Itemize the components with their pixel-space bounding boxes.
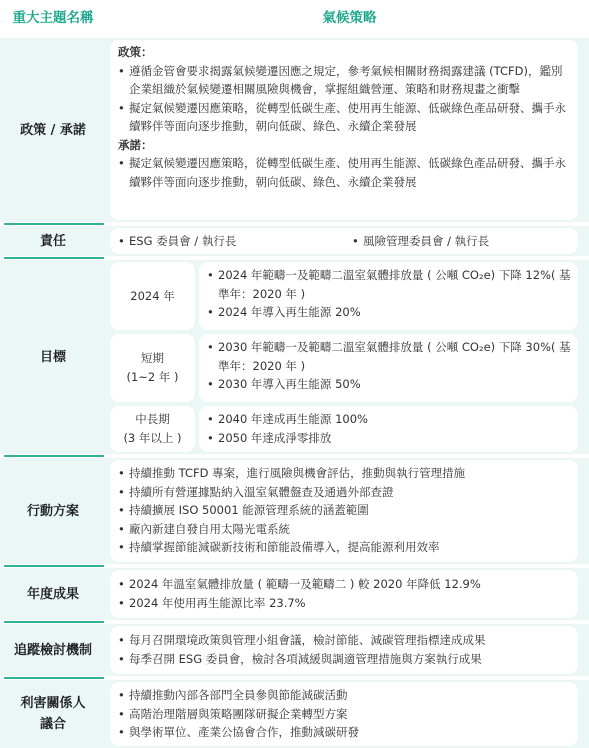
target-period-card [110,262,195,330]
header-climate-strategy: 氣候策略 [322,10,377,26]
stakeholder-item: • 與學術單位、產業公協會合作，推動減碳研發 [118,723,573,742]
target-period-box [110,334,195,402]
target-period-range: (3 年以上 ) [123,431,182,445]
stakeholder-item: • 持續推動內部各部門全員參與節能減碳活動 [118,686,573,705]
target-detail-card [199,334,578,402]
policy-item: • 擬定氣候變遷因應策略，從轉型低碳生產、使用再生能源、低碳綠色產品研發、攜手永續夥伴等面向逐步推動，朝向低碳、綠色、永續企業發展 [118,99,573,136]
tracking-item: • 每月召開環境政策與管理小組會議，檢討節能、減碳管理指標達成成果 [118,631,573,650]
stakeholder-label-line: 利害關係人 [20,696,86,711]
header-topic-name: 重大主題名稱 [12,10,94,26]
target-period-card [110,334,195,402]
action-item: • 持續掌握節能減碳新技術和節能設備導入，提高能源利用效率 [118,538,573,557]
target-period-box [110,406,195,452]
target-period: 2024 年 [130,288,175,303]
policy-subtitle: 政策： [118,45,153,59]
target-period: 短期 [141,351,164,365]
target-item: • 2030 年導入再生能源 50% [207,375,573,394]
targets-label: 目標 [39,349,66,365]
result-item: • 2024 年溫室氣體排放量 ( 範疇一及範疇二 ) 較 2020 年降低 12.9% [118,575,573,594]
row-divider [4,257,104,259]
tracking-item: • 每季召開 ESG 委員會，檢討各項減緩與調適管理措施與方案執行成果 [118,650,573,669]
target-item: • 2030 年範疇一及範疇二溫室氣體排放量 ( 公噸 CO₂e) 下降 30%( 基準年：2020 年 ) [207,338,573,375]
row-divider [4,455,104,457]
actions-card [110,460,578,562]
target-item: • 2024 年導入再生能源 20% [207,303,573,322]
stakeholder-label [0,680,106,748]
target-period: 中長期 [135,412,170,426]
policy-item: • 遵循金管會要求揭露氣候變遷因應之規定，參考氣候相關財務揭露建議 (TCFD)，鑑別企業組織於氣候變遷相關風險與機會，掌握組織營運、策略和財務規畫之衝擊 [118,62,573,99]
table-header [0,0,589,36]
results-card [110,570,578,618]
target-detail-card [199,262,578,330]
target-period-range: (1~2 年 ) [126,370,179,384]
responsibility-card [110,228,578,254]
action-item: • 持續所有營運據點納入溫室氣體盤查及通過外部查證 [118,483,573,502]
row-divider [4,565,104,567]
row-divider [4,621,104,623]
policy-label: 政策 / 承諾 [20,122,86,138]
commitment-item: • 擬定氣候變遷因應策略，從轉型低碳生產、使用再生能源、低碳綠色產品研發、攜手永續夥伴等面向逐步推動，朝向低碳、綠色、永續企業發展 [118,154,573,191]
target-item: • 2050 年達成淨零排放 [207,429,573,448]
target-item: • 2040 年達成再生能源 100% [207,410,573,429]
policy-card [110,40,578,220]
actions-label: 行動方案 [26,503,79,519]
action-item: • 持續擴展 ISO 50001 能源管理系統的涵蓋範圍 [118,501,573,520]
tracking-card [110,626,578,674]
action-item: • 廠內新建自發自用太陽光電系統 [118,520,573,539]
tracking-label: 追蹤檢討機制 [13,642,92,658]
target-item: • 2024 年範疇一及範疇二溫室氣體排放量 ( 公噸 CO₂e) 下降 12%( 基準年：2020 年 ) [207,266,573,303]
stakeholder-card [110,682,578,746]
target-detail-card [199,406,578,452]
responsibility-item: • 風險管理委員會 / 執行長 [352,232,489,251]
result-item: • 2024 年使用再生能源比率 23.7% [118,594,573,613]
target-period-card [110,406,195,452]
row-divider [4,223,104,225]
commitment-subtitle: 承諾： [118,137,153,152]
stakeholder-label-line: 議合 [39,717,66,732]
stakeholder-item: • 高階治理階層與策略團隊研擬企業轉型方案 [118,705,573,724]
results-label: 年度成果 [26,586,79,602]
action-item: • 持續推動 TCFD 專案，進行風險與機會評估，推動與執行管理措施 [118,464,573,483]
responsibility-label: 責任 [39,233,66,249]
responsibility-item: • ESG 委員會 / 執行長 [118,232,236,251]
row-divider [4,677,104,679]
